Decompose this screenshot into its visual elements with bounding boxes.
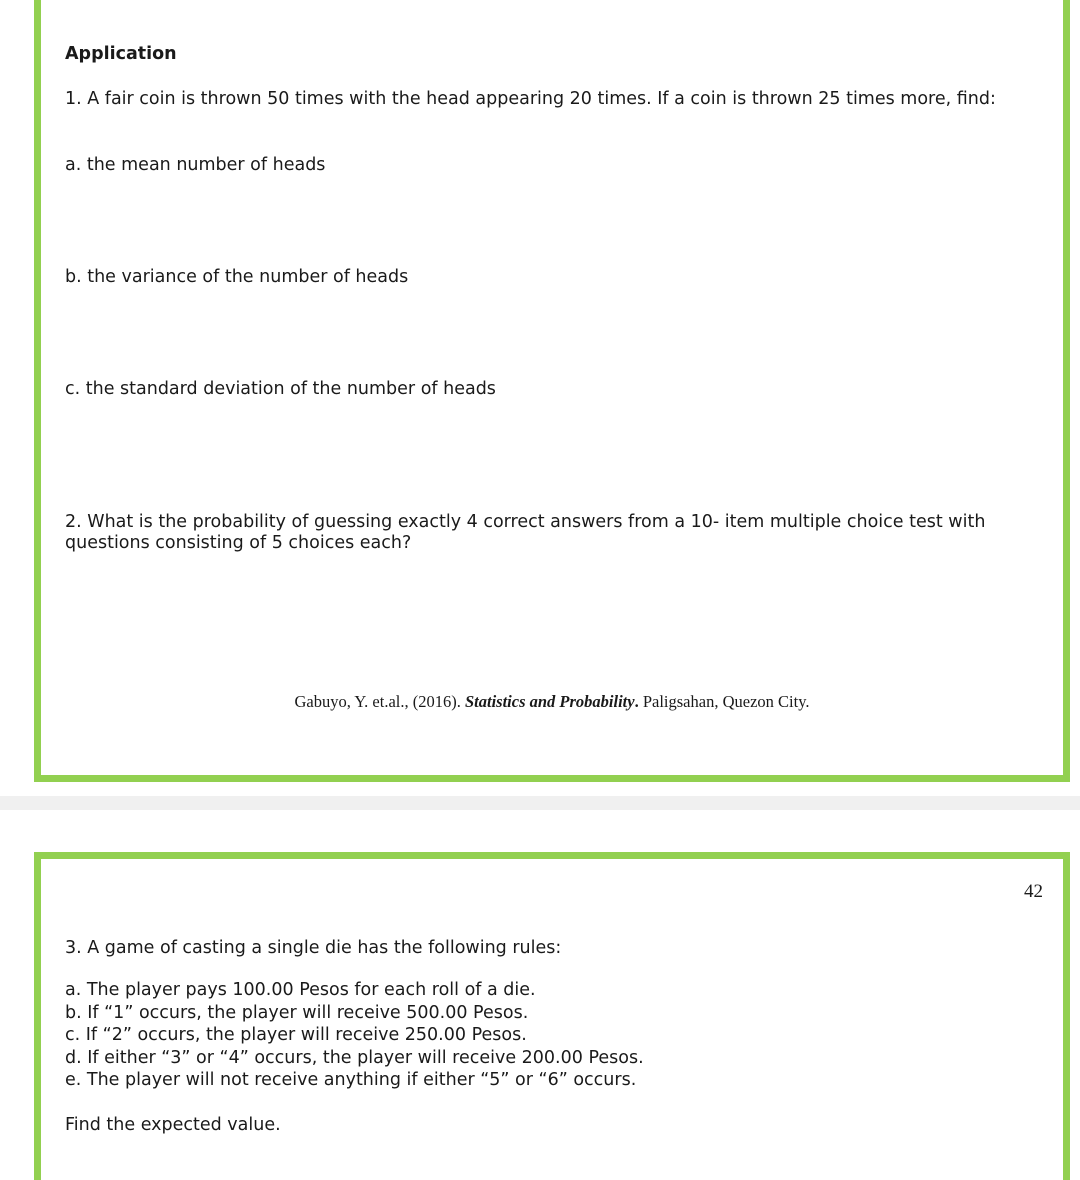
citation (41, 692, 1063, 712)
rule-item: c. If “2” occurs, the player will receive 250.00 Pesos. (65, 1025, 527, 1045)
worksheet-page-application (34, 0, 1070, 782)
question-1-part-a: a. the mean number of heads (65, 155, 326, 175)
question-1-stem: 1. A fair coin is thrown 50 times with the head appearing 20 times. If a coin is thrown 25 times more, find: (65, 89, 996, 109)
question-3-stem: 3. A game of casting a single die has the following rules: (65, 938, 562, 958)
question-3-task: Find the expected value. (65, 1115, 281, 1135)
rule-item: a. The player pays 100.00 Pesos for each roll of a die. (65, 980, 536, 1000)
citation-publisher: Paligsahan, Quezon City. (638, 691, 810, 711)
rule-item: b. If “1” occurs, the player will receive 500.00 Pesos. (65, 1002, 529, 1023)
rule-item: e. The player will not receive anything if either “5” or “6” occurs. (65, 1070, 637, 1090)
citation-title: Statistics and Probability (464, 691, 635, 711)
rule-item: d. If either “3” or “4” occurs, the player will receive 200.00 Pesos. (65, 1047, 644, 1068)
citation-authors: Gabuyo, Y. et.al., (2016). (294, 691, 465, 711)
citation-period: . (634, 691, 639, 711)
page-number: 42 (1024, 881, 1043, 902)
section-heading: Application (65, 44, 177, 64)
question-1-part-c: c. the standard deviation of the number of heads (65, 379, 496, 399)
game-rules-list (65, 979, 644, 1092)
question-2: 2. What is the probability of guessing exactly 4 correct answers from a 10- item multiple choice test with questions consisting of 5 choices each? (65, 512, 986, 553)
page-separator (0, 796, 1080, 810)
worksheet-page-42 (34, 852, 1070, 1180)
question-1-part-b: b. the variance of the number of heads (65, 267, 409, 287)
